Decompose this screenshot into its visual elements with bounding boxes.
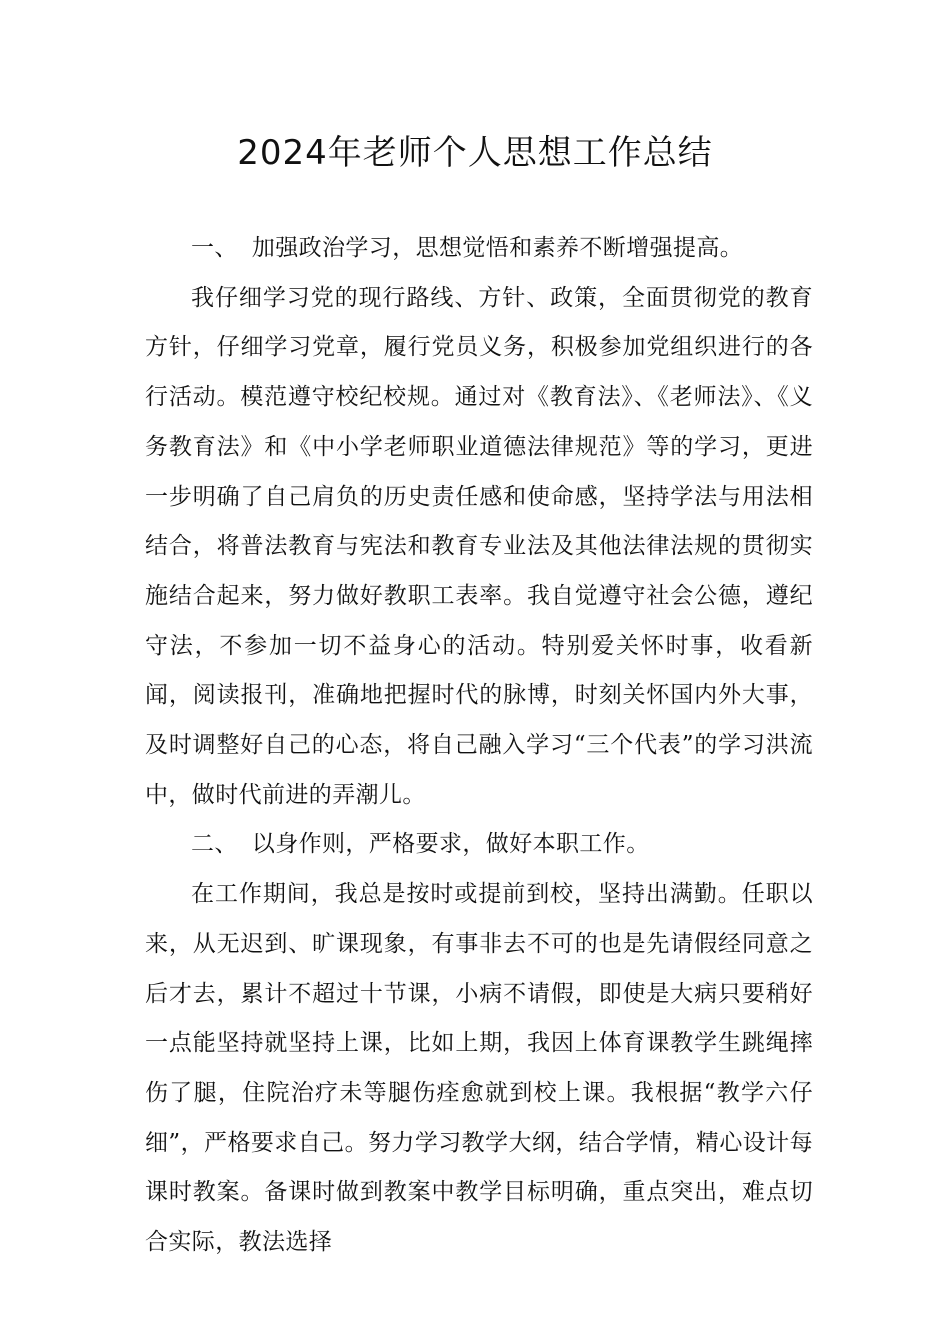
section-number-1: 一、 <box>191 235 238 261</box>
section-paragraph-2: 在工作期间，我总是按时或提前到校，坚持出满勤。任职以来，从无迟到、旷课现象，有事非去不可的也是先请假经同意之后才去，累计不超过十节课，小病不请假，即使是大病只要稍好一点能坚持就坚持上课，比如上期，我因上体育课教学生跳绳摔伤了腿，住院治疗未等腿伤痊愈就到校上课。我根据“教学六仔细”，严格要求自己。努力学习教学大纲，结合学情，精心设计每课时教案。备课时做到教案中教学目标明确，重点突出，难点切合实际，教法选择 <box>145 881 813 1256</box>
section-heading-text-1: 加强政治学习，思想觉悟和素养不断增强提高。 <box>251 235 744 261</box>
document-body <box>145 224 813 1268</box>
section-heading-1 <box>145 224 813 274</box>
section-heading-2 <box>145 820 813 870</box>
section-heading-text-2: 以身作则，严格要求，做好本职工作。 <box>251 831 650 858</box>
section-number-2: 二、 <box>191 831 238 858</box>
section-paragraph-1: 我仔细学习党的现行路线、方针、政策，全面贯彻党的教育方针，仔细学习党章，履行党员义务，积极参加党组织进行的各行活动。模范遵守校纪校规。通过对《教育法》、《老师法》、《义务教育法》和《中小学老师职业道德法律规范》等的学习，更进一步明确了自己肩负的历史责任感和使命感，坚持学法与用法相结合，将普法教育与宪法和教育专业法及其他法律法规的贯彻实施结合起来，努力做好教职工表率。我自觉遵守社会公德，遵纪守法，不参加一切不益身心的活动。特别爱关怀时事，收看新闻，阅读报刊，准确地把握时代的脉博，时刻关怀国内外大事，及时调整好自己的心态，将自己融入学习“三个代表”的学习洪流中，做时代前进的弄潮儿。 <box>145 284 813 808</box>
document-title: 2024年老师个人思想工作总结 <box>237 133 713 173</box>
